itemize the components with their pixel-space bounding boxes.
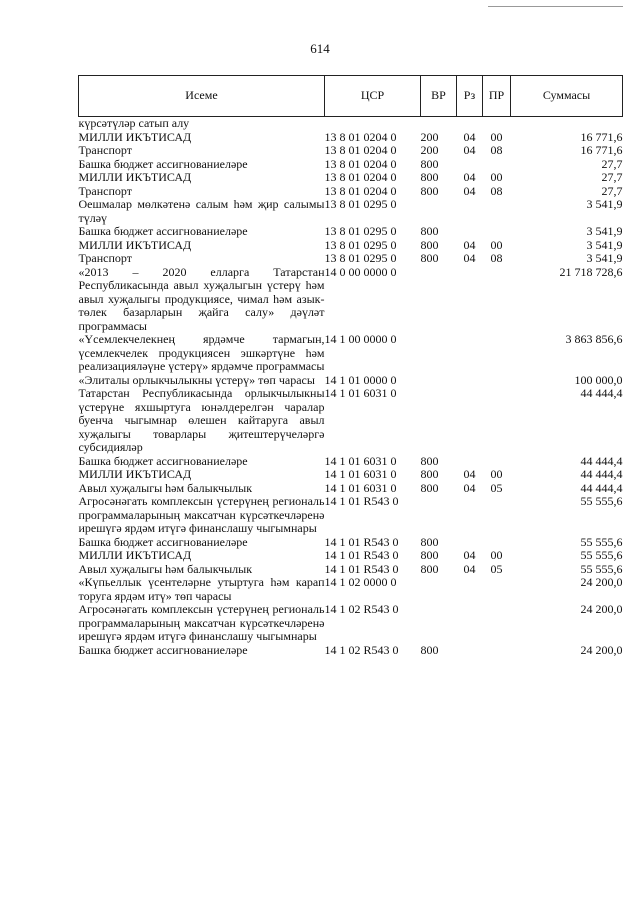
cell-sum: 44 444,4: [580, 453, 623, 468]
table-row: [79, 117, 623, 131]
cell-rz: [457, 198, 483, 225]
cell-pr: 08: [490, 183, 503, 198]
cell-sum: 100 000,0: [574, 372, 623, 387]
cell-vr: 800: [420, 237, 439, 252]
cell-csr: 13 8 01 0295 0: [324, 197, 397, 211]
table-row: [79, 239, 623, 253]
cell-name: Башка бюджет ассигнованиеләре: [78, 224, 248, 238]
table-row: [79, 171, 623, 185]
cell-csr: 14 1 01 R543 0: [324, 494, 399, 508]
cell-pr: [483, 495, 511, 536]
cell-pr: [483, 576, 511, 603]
table-row: [79, 576, 623, 603]
cell-csr: 13 8 01 0204 0: [324, 183, 397, 198]
cell-sum: 44 444,4: [580, 467, 623, 481]
cell-csr: [325, 117, 421, 131]
cell-sum: 3 541,9: [586, 224, 623, 238]
cell-vr: 800: [420, 548, 439, 562]
cell-sum: 21 718 728,6: [559, 264, 623, 279]
cell-vr: 800: [420, 453, 439, 468]
cell-pr: 05: [490, 561, 503, 576]
cell-rz: [457, 266, 483, 334]
cell-name: МИЛЛИ ИКЪТИСАД: [78, 170, 192, 184]
cell-sum: 24 200,0: [580, 602, 623, 616]
cell-name: МИЛЛИ ИКЪТИСАД: [78, 237, 192, 252]
cell-sum: 27,7: [601, 183, 623, 198]
cell-rz: 04: [463, 129, 476, 144]
header-csr: ЦСР: [325, 76, 421, 117]
cell-vr: [421, 374, 457, 388]
cell-pr: [483, 117, 511, 131]
cell-name: Транспорт: [78, 251, 132, 265]
cell-csr: 13 8 01 0295 0: [324, 251, 397, 265]
cell-name: Авыл хуҗалыгы һәм балыкчылык: [78, 561, 253, 576]
table-row: [79, 225, 623, 239]
cell-sum: 55 555,6: [580, 548, 623, 562]
cell-csr: 13 8 01 0204 0: [324, 143, 397, 157]
cell-rz: 04: [463, 561, 476, 576]
cell-sum: 3 541,9: [586, 237, 623, 252]
cell-csr: 14 1 01 6031 0: [324, 386, 397, 400]
cell-name: «Үсемлекчелекнең ярдәмче тармагын, үсемлекчелек продукциясен эшкәртүне һәм реализацияләүне үстерү» ярдәмче программасы: [78, 332, 325, 373]
cell-name: Башка бюджет ассигнованиеләре: [78, 156, 248, 171]
cell-pr: 00: [490, 129, 503, 144]
cell-vr: 800: [420, 156, 439, 171]
cell-vr: 800: [420, 480, 439, 495]
cell-csr: 14 1 01 R543 0: [324, 534, 399, 549]
cell-rz: [457, 536, 483, 550]
cell-rz: 04: [463, 548, 476, 562]
table-row: [79, 536, 623, 550]
cell-csr: 13 8 01 0204 0: [324, 129, 397, 144]
cell-csr: 14 1 00 0000 0: [324, 332, 397, 346]
header-name: Исеме: [79, 76, 325, 117]
cell-vr: 200: [420, 129, 439, 144]
table-row: [79, 549, 623, 563]
cell-rz: [457, 644, 483, 658]
cell-sum: 27,7: [601, 156, 623, 171]
cell-pr: [483, 603, 511, 644]
cell-vr: [421, 266, 457, 334]
cell-rz: 04: [463, 170, 476, 184]
table-row: [79, 131, 623, 145]
cell-name: МИЛЛИ ИКЪТИСАД: [78, 548, 192, 562]
cell-vr: [421, 387, 457, 455]
cell-pr: [483, 644, 511, 658]
cell-vr: 800: [420, 251, 439, 265]
cell-pr: [483, 455, 511, 469]
cell-csr: 13 8 01 0204 0: [324, 170, 397, 184]
cell-csr: 14 1 01 6031 0: [324, 453, 397, 468]
cell-name: Башка бюджет ассигнованиеләре: [78, 642, 248, 657]
cell-pr: [483, 387, 511, 455]
cell-sum: [511, 117, 623, 131]
cell-rz: [457, 455, 483, 469]
cell-sum: 3 863 856,6: [565, 332, 623, 346]
cell-pr: 00: [490, 237, 503, 252]
cell-rz: 04: [463, 143, 476, 157]
cell-sum: 55 555,6: [580, 534, 623, 549]
cell-sum: 3 541,9: [586, 251, 623, 265]
cell-vr: [421, 333, 457, 374]
table-row: [79, 468, 623, 482]
cell-pr: [483, 225, 511, 239]
table-body: [79, 117, 623, 658]
cell-name: Татарстан Республикасында орлыкчылыкны үстерүне яхшыртуга юнәлдерелгән чаралар буенча чыгымнар өлешен кайтаруга авыл хуҗалыгы товарлары җитештерүчеләргә субсидияләр: [78, 386, 325, 454]
cell-rz: [457, 374, 483, 388]
cell-vr: [421, 576, 457, 603]
cell-vr: [421, 495, 457, 536]
cell-csr: 14 1 01 6031 0: [324, 480, 397, 495]
cell-pr: 08: [490, 251, 503, 265]
table-row: [79, 482, 623, 496]
table-row: [79, 158, 623, 172]
cell-vr: [421, 603, 457, 644]
header-sum: Суммасы: [511, 76, 623, 117]
header-rz: Рз: [457, 76, 483, 117]
table-row: [79, 252, 623, 266]
cell-rz: 04: [463, 251, 476, 265]
cell-vr: [421, 117, 457, 131]
cell-sum: 44 444,4: [580, 480, 623, 495]
cell-csr: 14 1 02 R543 0: [324, 602, 399, 616]
table-row: [79, 198, 623, 225]
cell-vr: 200: [420, 143, 439, 157]
cell-name: күрсәтүләр сатып алу: [78, 116, 190, 130]
cell-sum: 16 771,6: [580, 129, 623, 144]
cell-csr: 14 0 00 0000 0: [324, 264, 397, 279]
cell-sum: 24 200,0: [580, 642, 623, 657]
cell-csr: 14 1 01 0000 0: [324, 372, 397, 387]
cell-sum: 55 555,6: [580, 494, 623, 508]
cell-name: Оешмалар мөлкәтенә салым һәм җир салымы түләү: [78, 197, 325, 225]
cell-rz: 04: [463, 237, 476, 252]
top-rule: [488, 6, 623, 7]
cell-rz: 04: [463, 467, 476, 481]
cell-name: «Элиталы орлыкчылыкны үстерү» төп чарасы: [78, 372, 315, 387]
cell-name: Башка бюджет ассигнованиеләре: [78, 453, 248, 468]
table-row: [79, 603, 623, 644]
cell-pr: 00: [490, 467, 503, 481]
table-row: [79, 185, 623, 199]
cell-name: МИЛЛИ ИКЪТИСАД: [78, 129, 192, 144]
budget-table: [78, 75, 623, 657]
table-row: [79, 644, 623, 658]
table-row: [79, 563, 623, 577]
table-header: [79, 76, 623, 117]
cell-name: «Күпьеллык үсентеләрне утыртуга һәм карап торуга ярдәм итү» төп чарасы: [78, 575, 325, 603]
table-row: [79, 374, 623, 388]
cell-sum: 24 200,0: [580, 575, 623, 589]
cell-rz: 04: [463, 183, 476, 198]
cell-vr: 800: [420, 561, 439, 576]
cell-csr: 14 1 01 6031 0: [324, 467, 397, 481]
header-vr: ВР: [421, 76, 457, 117]
table-row: [79, 144, 623, 158]
cell-rz: [457, 117, 483, 131]
cell-rz: [457, 387, 483, 455]
cell-vr: 800: [420, 467, 439, 481]
cell-pr: [483, 198, 511, 225]
cell-name: Агросәнәгать комплексын үстерүнең региональ программаларының максатчан күрсәткечләренә ирешүгә ярдәм итүгә финанслашу чыгымнары: [78, 602, 325, 643]
cell-rz: [457, 158, 483, 172]
cell-csr: 13 8 01 0295 0: [324, 237, 397, 252]
cell-csr: 14 1 02 R543 0: [324, 642, 399, 657]
cell-rz: [457, 603, 483, 644]
cell-rz: [457, 225, 483, 239]
cell-vr: 800: [420, 183, 439, 198]
cell-pr: 00: [490, 548, 503, 562]
cell-name: Транспорт: [78, 183, 132, 198]
cell-name: Башка бюджет ассигнованиеләре: [78, 534, 248, 549]
cell-name: Авыл хуҗалыгы һәм балыкчылык: [78, 480, 253, 495]
cell-pr: [483, 266, 511, 334]
cell-csr: 13 8 01 0204 0: [324, 156, 397, 171]
cell-pr: [483, 374, 511, 388]
cell-pr: 05: [490, 480, 503, 495]
table-row: [79, 266, 623, 334]
cell-sum: 44 444,4: [580, 386, 623, 400]
cell-vr: 800: [420, 224, 439, 238]
cell-sum: 27,7: [601, 170, 623, 184]
cell-vr: [421, 198, 457, 225]
cell-pr: 00: [490, 170, 503, 184]
header-row: [79, 76, 623, 117]
cell-vr: 800: [420, 642, 439, 657]
cell-rz: 04: [463, 480, 476, 495]
cell-rz: [457, 495, 483, 536]
cell-pr: 08: [490, 143, 503, 157]
cell-sum: 55 555,6: [580, 561, 623, 576]
cell-sum: 16 771,6: [580, 143, 623, 157]
cell-rz: [457, 333, 483, 374]
cell-name: Транспорт: [78, 143, 132, 157]
table-row: [79, 455, 623, 469]
table-row: [79, 387, 623, 455]
cell-vr: 800: [420, 170, 439, 184]
cell-csr: 14 1 01 R543 0: [324, 548, 399, 562]
cell-sum: 3 541,9: [586, 197, 623, 211]
cell-rz: [457, 576, 483, 603]
cell-csr: 13 8 01 0295 0: [324, 224, 397, 238]
cell-name: «2013 – 2020 елларга Татарстан Республикасында авыл хуҗалыгын үстерү һәм авыл хуҗалыгы продукциясе, чимал һәм азык-төлек базарларын җайга салу» дәүләт программасы: [78, 264, 325, 333]
page-number: 614: [310, 41, 330, 56]
cell-pr: [483, 158, 511, 172]
cell-pr: [483, 536, 511, 550]
header-pr: ПР: [483, 76, 511, 117]
cell-csr: 14 1 01 R543 0: [324, 561, 399, 576]
cell-name: МИЛЛИ ИКЪТИСАД: [78, 467, 192, 481]
cell-pr: [483, 333, 511, 374]
table-row: [79, 495, 623, 536]
cell-csr: 14 1 02 0000 0: [324, 575, 397, 589]
cell-name: Агросәнәгать комплексын үстерүнең региональ программаларының максатчан күрсәткечләренә ирешүгә ярдәм итүгә финанслашу чыгымнары: [78, 494, 325, 535]
cell-vr: 800: [420, 534, 439, 549]
table-row: [79, 333, 623, 374]
